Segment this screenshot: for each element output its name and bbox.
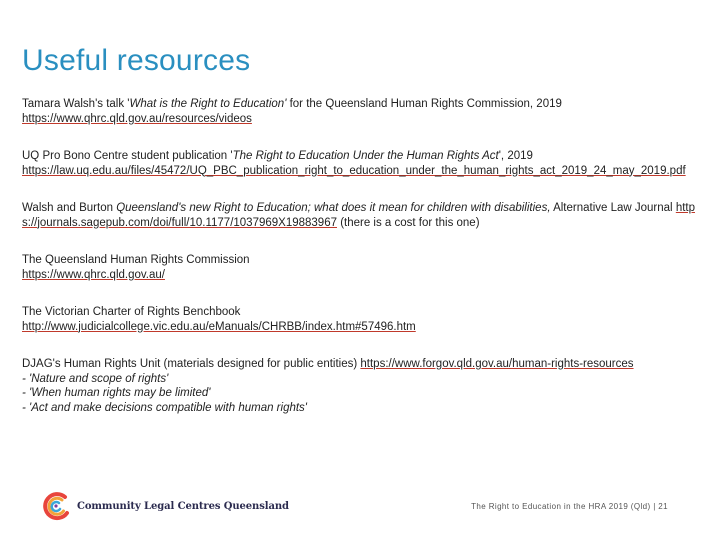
resource-qhrc-link[interactable]: https://www.qhrc.qld.gov.au/ bbox=[22, 268, 165, 281]
resource-walsh-burton bbox=[22, 201, 700, 230]
resource-uq-pro-bono-link[interactable]: https://law.uq.edu.au/files/45472/UQ_PBC_publication_right_to_education_under_the_human_rights_act_2019_24_may_2019.pdf bbox=[22, 164, 686, 177]
footer-slide-info: The Right to Education in the HRA 2019 (Qld) | 21 bbox=[471, 502, 668, 511]
resource-djag bbox=[22, 357, 700, 415]
resource-djag-link[interactable]: https://www.forgov.qld.gov.au/human-rights-resources bbox=[360, 358, 634, 370]
resource-benchbook-label: The Victorian Charter of Rights Benchbook bbox=[22, 306, 241, 318]
resource-uq-pro-bono-title: The Right to Education Under the Human Rights Act bbox=[232, 150, 499, 162]
resource-benchbook-link[interactable]: http://www.judicialcollege.vic.edu.au/eManuals/CHRBB/index.htm#57496.htm bbox=[22, 320, 416, 333]
clcq-logo-icon bbox=[41, 491, 71, 521]
resource-walsh-talk-link[interactable]: https://www.qhrc.qld.gov.au/resources/videos bbox=[22, 112, 252, 125]
resource-uq-pro-bono-suffix: ', 2019 bbox=[498, 150, 533, 162]
resource-walsh-talk bbox=[22, 97, 700, 126]
resource-walsh-burton-link[interactable]: https://journals.sagepub.com/doi/full/10.1177/1037969X19883967 bbox=[22, 202, 695, 229]
resource-walsh-talk-prefix: Tamara Walsh's talk ' bbox=[22, 98, 130, 110]
resource-walsh-burton-prefix: Walsh and Burton bbox=[22, 202, 117, 214]
resource-walsh-burton-suffix: (there is a cost for this one) bbox=[337, 216, 480, 229]
resource-walsh-talk-suffix: for the Queensland Human Rights Commission, 2019 bbox=[286, 98, 562, 110]
resource-walsh-burton-title: Queensland's new Right to Education; what does it mean for children with disabilities, bbox=[116, 202, 551, 214]
resource-djag-prefix: DJAG's Human Rights Unit (materials designed for public entities) bbox=[22, 358, 361, 370]
resource-list bbox=[22, 97, 700, 435]
resource-djag-bullet: - 'Nature and scope of rights' bbox=[22, 372, 169, 385]
page-title: Useful resources bbox=[22, 44, 251, 77]
resource-uq-pro-bono-prefix: UQ Pro Bono Centre student publication ' bbox=[22, 150, 233, 162]
resource-qhrc-label: The Queensland Human Rights Commission bbox=[22, 254, 250, 266]
resource-walsh-burton-journal: Alternative Law Journal bbox=[550, 202, 676, 214]
resource-benchbook bbox=[22, 305, 700, 334]
resource-djag-bullet: - 'Act and make decisions compatible with human rights' bbox=[22, 401, 307, 414]
clcq-logo-text: Community Legal Centres Queensland bbox=[77, 500, 289, 512]
resource-walsh-talk-title: What is the Right to Education' bbox=[129, 98, 287, 110]
resource-uq-pro-bono bbox=[22, 149, 700, 178]
clcq-logo bbox=[41, 490, 289, 522]
resource-djag-bullet: - 'When human rights may be limited' bbox=[22, 387, 211, 399]
resource-qhrc bbox=[22, 253, 700, 282]
